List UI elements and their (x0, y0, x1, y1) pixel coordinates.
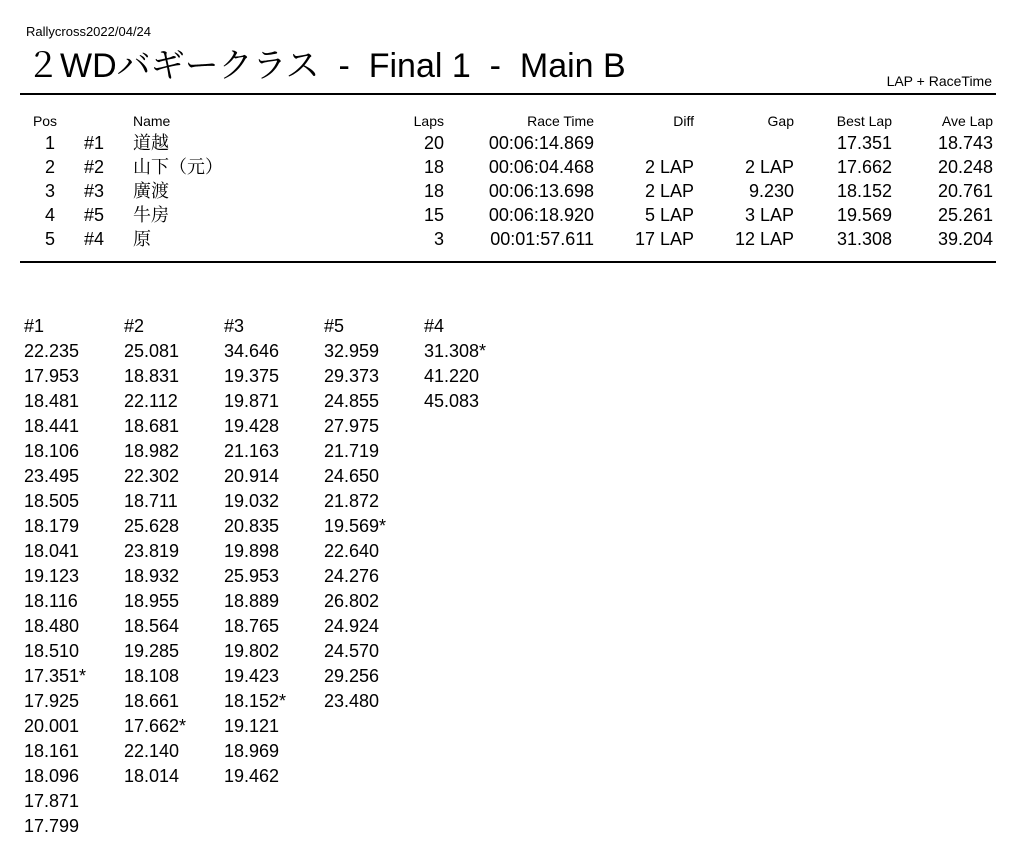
lap-time: 19.285 (124, 641, 180, 661)
lap-time: 45.083 (424, 391, 480, 411)
result-gap: 9.230 (748, 181, 794, 201)
lap-time: 20.914 (224, 466, 280, 486)
event-date-label: Rallycross2022/04/24 (26, 24, 152, 39)
result-diff: 5 LAP (644, 205, 694, 225)
lap-time: 34.646 (224, 341, 280, 361)
result-race-time: 00:01:57.611 (490, 229, 594, 249)
result-pos: 5 (44, 229, 55, 249)
lap-time: 20.001 (24, 716, 80, 736)
lap-time: 17.953 (24, 366, 80, 386)
result-ave-lap: 39.204 (937, 229, 993, 249)
result-best-lap: 31.308 (836, 229, 892, 249)
lap-time: 27.975 (324, 416, 380, 436)
result-laps: 20 (423, 133, 444, 153)
result-race-time: 00:06:18.920 (488, 205, 594, 225)
result-best-lap: 17.662 (836, 157, 892, 177)
lap-time: 18.932 (124, 566, 180, 586)
result-car-number: #5 (84, 205, 105, 225)
lap-time: 18.889 (224, 591, 280, 611)
header-pos: Pos (32, 113, 58, 129)
lap-time: 18.179 (24, 516, 80, 536)
result-gap: 2 LAP (744, 157, 794, 177)
result-row (0, 155, 1024, 179)
lap-column (24, 314, 119, 839)
top-divider (20, 93, 996, 95)
lap-time: 25.081 (124, 341, 180, 361)
header-ave-lap: Ave Lap (941, 113, 993, 129)
lap-column (424, 314, 519, 414)
lap-time: 24.855 (324, 391, 380, 411)
lap-time: 18.982 (124, 441, 180, 461)
result-car-number: #3 (84, 181, 105, 201)
result-driver-name: 廣渡 (133, 181, 169, 201)
lap-time: 18.106 (24, 441, 80, 461)
lap-time: 29.256 (324, 666, 380, 686)
result-ave-lap: 25.261 (937, 205, 993, 225)
result-laps: 18 (423, 157, 444, 177)
result-row (0, 227, 1024, 251)
result-best-lap: 17.351 (836, 133, 892, 153)
lap-time: 22.235 (24, 341, 80, 361)
result-ave-lap: 20.248 (937, 157, 993, 177)
lap-time: 18.661 (124, 691, 180, 711)
timing-mode-label: LAP + RaceTime (886, 73, 992, 89)
result-race-time: 00:06:04.468 (488, 157, 594, 177)
lap-time: 19.569* (324, 516, 387, 536)
result-diff: 2 LAP (644, 181, 694, 201)
lap-time: 18.014 (124, 766, 180, 786)
lap-time: 19.898 (224, 541, 280, 561)
lap-time: 23.480 (324, 691, 380, 711)
lap-time: 31.308* (424, 341, 487, 361)
result-ave-lap: 18.743 (937, 133, 993, 153)
lap-time: 22.140 (124, 741, 180, 761)
lap-time: 18.955 (124, 591, 180, 611)
lap-column-car-number: #5 (324, 316, 345, 336)
results-body (0, 131, 1024, 251)
lap-column-car-number: #3 (224, 316, 245, 336)
result-race-time: 00:06:14.869 (488, 133, 594, 153)
lap-time: 18.161 (24, 741, 80, 761)
lap-time: 19.423 (224, 666, 280, 686)
result-laps: 15 (423, 205, 444, 225)
result-driver-name: 牛房 (133, 205, 169, 225)
results-header-row (0, 111, 1024, 131)
lap-time: 24.276 (324, 566, 380, 586)
lap-time: 26.802 (324, 591, 380, 611)
lap-column (324, 314, 419, 714)
lap-time: 18.096 (24, 766, 80, 786)
result-best-lap: 18.152 (836, 181, 892, 201)
lap-time: 21.872 (324, 491, 380, 511)
lap-time: 18.711 (124, 491, 178, 511)
lap-time: 18.108 (124, 666, 180, 686)
lap-time: 24.570 (324, 641, 380, 661)
header-name: Name (133, 113, 171, 129)
result-diff: 2 LAP (644, 157, 694, 177)
result-row (0, 203, 1024, 227)
lap-time: 18.041 (24, 541, 80, 561)
lap-time: 18.969 (224, 741, 280, 761)
result-driver-name: 道越 (133, 133, 169, 153)
lap-column (124, 314, 219, 789)
results-table (0, 111, 1024, 251)
lap-time: 19.121 (224, 716, 280, 736)
lap-time: 23.819 (124, 541, 180, 561)
lap-time: 25.628 (124, 516, 180, 536)
lap-time: 18.765 (224, 616, 280, 636)
lap-time: 18.152* (224, 691, 287, 711)
lap-time: 18.441 (24, 416, 80, 436)
result-ave-lap: 20.761 (937, 181, 993, 201)
result-best-lap: 19.569 (836, 205, 892, 225)
lap-time: 17.925 (24, 691, 80, 711)
lap-time: 18.510 (24, 641, 80, 661)
result-pos: 2 (44, 157, 55, 177)
lap-time: 18.831 (124, 366, 180, 386)
lap-time: 24.650 (324, 466, 380, 486)
lap-time: 20.835 (224, 516, 280, 536)
lap-time: 17.662* (124, 716, 187, 736)
result-gap: 3 LAP (744, 205, 794, 225)
result-car-number: #1 (84, 133, 105, 153)
lap-time: 17.871 (24, 791, 80, 811)
lap-time: 19.032 (224, 491, 280, 511)
lap-time: 23.495 (24, 466, 80, 486)
lap-time: 32.959 (324, 341, 380, 361)
result-driver-name: 山下（元） (133, 157, 223, 177)
result-diff: 17 LAP (634, 229, 694, 249)
result-pos: 3 (44, 181, 55, 201)
bottom-divider (20, 261, 996, 263)
lap-time: 18.480 (24, 616, 80, 636)
lap-time: 41.220 (424, 366, 480, 386)
result-gap: 12 LAP (734, 229, 794, 249)
lap-time: 21.719 (324, 441, 380, 461)
lap-time: 22.302 (124, 466, 180, 486)
result-pos: 4 (44, 205, 55, 225)
header-laps: Laps (413, 113, 444, 129)
lap-time: 18.116 (24, 591, 78, 611)
header-race-time: Race Time (527, 113, 594, 129)
lap-column (224, 314, 319, 789)
result-pos: 1 (44, 133, 55, 153)
lap-time: 22.112 (124, 391, 178, 411)
result-laps: 18 (423, 181, 444, 201)
lap-time: 19.871 (224, 391, 280, 411)
lap-time: 29.373 (324, 366, 380, 386)
lap-time: 19.462 (224, 766, 280, 786)
lap-time: 19.428 (224, 416, 280, 436)
lap-time: 18.505 (24, 491, 80, 511)
lap-time: 18.681 (124, 416, 180, 436)
result-car-number: #4 (84, 229, 105, 249)
lap-time: 18.564 (124, 616, 180, 636)
lap-time: 18.481 (24, 391, 80, 411)
result-laps: 3 (433, 229, 444, 249)
header-best-lap: Best Lap (836, 113, 892, 129)
header-diff: Diff (673, 113, 694, 129)
result-race-time: 00:06:13.698 (488, 181, 594, 201)
result-row (0, 179, 1024, 203)
lap-time: 19.802 (224, 641, 280, 661)
lap-time: 24.924 (324, 616, 380, 636)
lap-time: 19.123 (24, 566, 80, 586)
lap-time: 19.375 (224, 366, 280, 386)
lap-column-car-number: #1 (24, 316, 45, 336)
lap-time: 17.799 (24, 816, 80, 836)
header-gap: Gap (767, 113, 794, 129)
lap-time: 17.351* (24, 666, 87, 686)
lap-column-car-number: #2 (124, 316, 145, 336)
page-title: ２WDバギークラス - Final 1 - Main B (26, 47, 626, 85)
result-car-number: #2 (84, 157, 105, 177)
lap-time: 22.640 (324, 541, 380, 561)
result-driver-name: 原 (133, 229, 151, 249)
lap-column-car-number: #4 (424, 316, 445, 336)
lap-time: 25.953 (224, 566, 280, 586)
result-row (0, 131, 1024, 155)
lap-time: 21.163 (224, 441, 280, 461)
